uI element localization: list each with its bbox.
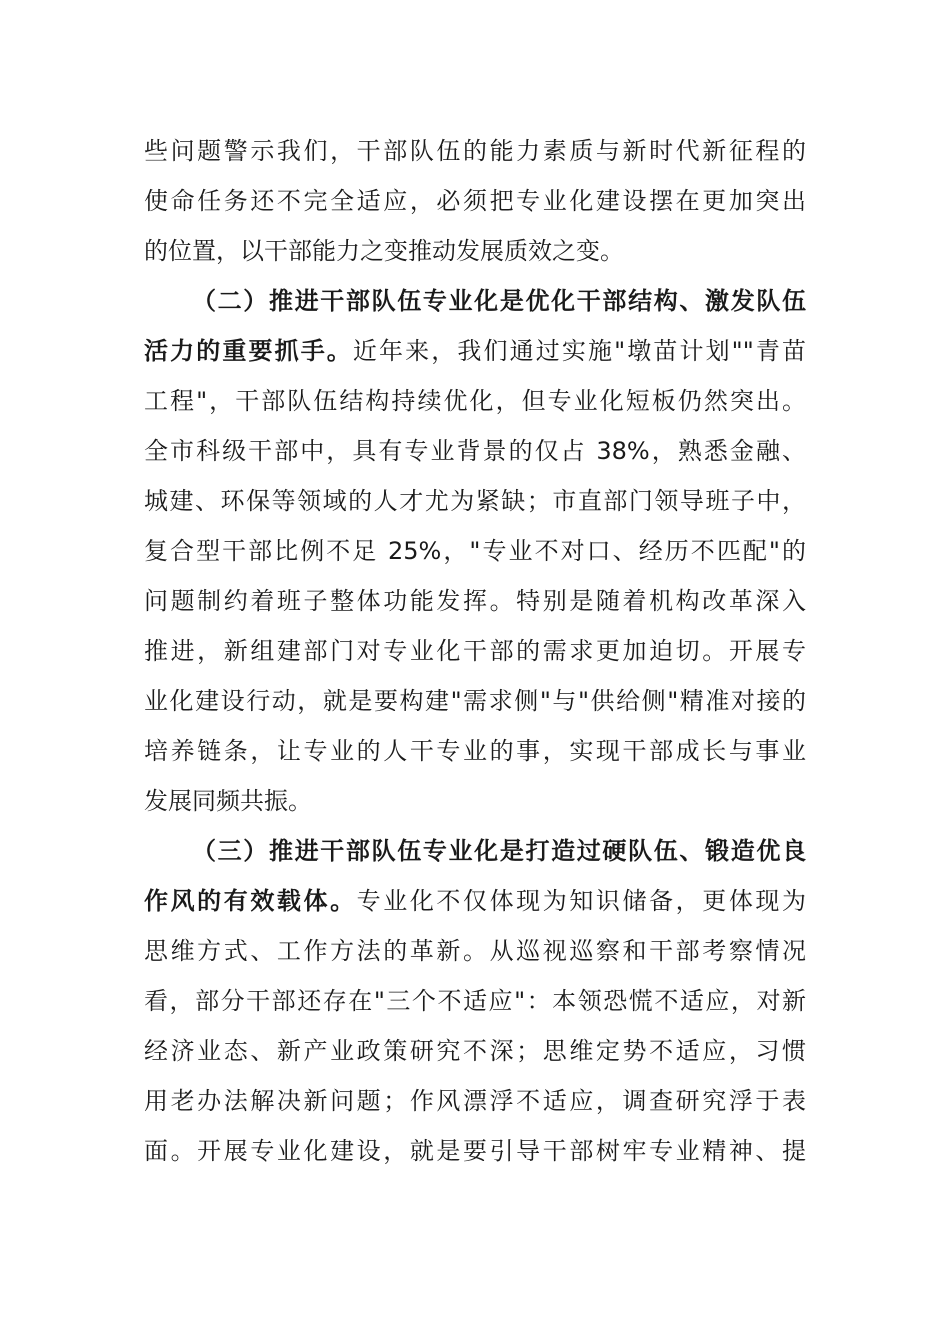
paragraph-text: 专业化不仅体现为知识储备，更体现为 (356, 887, 807, 915)
paragraph-line: 发展同频共振。 (144, 787, 312, 815)
paragraph-line (144, 326, 806, 376)
paragraph-text: 近年来，我们通过实施"墩苗计划""青苗 (352, 337, 806, 365)
paragraph-line: 的位置，以干部能力之变推动发展质效之变。 (144, 237, 624, 265)
paragraph-line: 问题制约着班子整体功能发挥。特别是随着机构改革深入 (144, 587, 806, 615)
paragraph-line: 培养链条，让专业的人干专业的事，实现干部成长与事业 (144, 737, 806, 765)
section-heading-tail: 活力的重要抓手。 (144, 337, 353, 365)
paragraph-line: 城建、环保等领域的人才尤为紧缺；市直部门领导班子中， (144, 487, 806, 515)
paragraph-line: 工程"，干部队伍结构持续优化，但专业化短板仍然突出。 (144, 387, 806, 415)
paragraph-line: 些问题警示我们，干部队伍的能力素质与新时代新征程的 (144, 137, 806, 165)
document-body (144, 126, 806, 1176)
paragraph-line: 全市科级干部中，具有专业背景的仅占 38%，熟悉金融、 (144, 437, 806, 465)
paragraph-line: 面。开展专业化建设，就是要引导干部树牢专业精神、提 (144, 1137, 806, 1165)
paragraph-line: 经济业态、新产业政策研究不深；思维定势不适应，习惯 (144, 1037, 806, 1065)
paragraph-line: 使命任务还不完全适应，必须把专业化建设摆在更加突出 (144, 187, 806, 215)
paragraph-line: 看，部分干部还存在"三个不适应"：本领恐慌不适应，对新 (144, 987, 806, 1015)
section-heading-line: （三）推进干部队伍专业化是打造过硬队伍、锻造优良 (192, 837, 806, 865)
paragraph-line: 业化建设行动，就是要构建"需求侧"与"供给侧"精准对接的 (144, 687, 806, 715)
paragraph-line: 用老办法解决新问题；作风漂浮不适应，调查研究浮于表 (144, 1087, 806, 1115)
section-heading-line: （二）推进干部队伍专业化是优化干部结构、激发队伍 (192, 287, 806, 315)
section-heading-tail: 作风的有效载体。 (144, 887, 357, 915)
paragraph-line: 思维方式、工作方法的革新。从巡视巡察和干部考察情况 (144, 937, 806, 965)
paragraph-line (144, 876, 806, 926)
paragraph-line: 推进，新组建部门对专业化干部的需求更加迫切。开展专 (144, 637, 806, 665)
paragraph-line: 复合型干部比例不足 25%，"专业不对口、经历不匹配"的 (144, 537, 806, 565)
